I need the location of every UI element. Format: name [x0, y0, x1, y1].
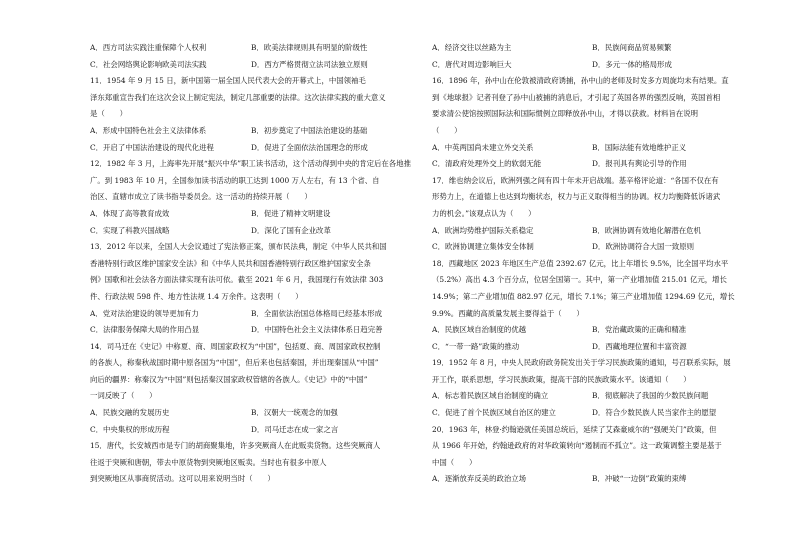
answer-option: C．社会网络舆论影响欧美司法实践 — [90, 59, 207, 69]
question-text-line: 力的机会。”该观点认为（ ） — [432, 208, 536, 218]
answer-option: A．西方司法实践注重保障个人权利 — [90, 43, 207, 52]
answer-option: D．促进了全面依法治国理念的形成 — [251, 142, 368, 152]
answer-option: B．国际法能有效地维护正义 — [592, 142, 687, 152]
question-text-line: 的各族人，称秦秋战国时期中原各国为“中国”，但后来也包括秦国，并出现秦国从“中国” — [90, 358, 379, 368]
answer-option: D．符合少数民族人民当家作主的愿望 — [592, 408, 717, 418]
answer-option-row — [432, 388, 752, 405]
question-text-line: 14．司马迁在《史记》中称夏、商、周国家政权为“中国”，包括夏、商、周国家政权控制 — [90, 341, 381, 351]
question-text-line: 一词反映了（ ） — [90, 391, 157, 401]
question-text-line: 9.9%。西藏的高质量发展主要得益于（ ） — [432, 308, 584, 318]
answer-option-row — [432, 156, 752, 173]
answer-option: C．促进了首个民族区域自治区的建立 — [432, 408, 556, 418]
answer-option: A．欧洲均势维护国际关系稳定 — [432, 225, 534, 235]
answer-option: D．中国特色社会主义法律体系日趋完善 — [251, 325, 383, 335]
answer-option: C．开启了中国法治建设的现代化进程 — [90, 142, 214, 152]
answer-option: B．欧美法律规则具有明显的阶级性 — [251, 43, 368, 52]
answer-option-row — [90, 422, 412, 439]
answer-option-row — [90, 306, 412, 323]
answer-option: D．西藏地理位置和丰富资源 — [592, 341, 687, 351]
answer-option-row — [432, 239, 752, 256]
answer-option-row — [432, 57, 752, 74]
question-text-line: 中国（ ） — [432, 457, 477, 467]
answer-option: B．冲破“一边倒”政策的束缚 — [592, 474, 687, 484]
answer-option: A．中英两国尚未建立外交关系 — [432, 142, 534, 152]
question-text-line: 泽东郑重宣告我们在这次会议上制定宪法，制定几部重要的法律。这次法律实践的重大意义 — [90, 92, 386, 102]
answer-option-row — [432, 471, 752, 488]
question-text-line: 11．1954 年 9 月 15 日，新中国第一届全国人民代表大会的开幕式上，中国领袖毛 — [90, 76, 366, 86]
question-text-line: 形势力上，在道德上也达到均衡状态，权力与正义取得相当的协调。权力均衡降低诉诸武 — [432, 192, 721, 202]
answer-option-row — [90, 123, 412, 140]
answer-option: B．欧洲协调有效地化解潜在危机 — [592, 225, 701, 235]
answer-option-row — [90, 223, 412, 240]
answer-option: A．体现了高等教育成效 — [90, 208, 170, 218]
question-text-line: 件、行政法规 598 件、地方性法规 1.4 万余件。这表明（ ） — [90, 291, 303, 301]
question-text-line: 15．唐代，长安城西市是专门的胡商聚集地，许多突厥商人在此贩卖货物。这些突厥商人 — [90, 441, 381, 451]
answer-option: B．全面依法治国总体格局已经基本形成 — [251, 308, 383, 318]
question-text-line: 从 1966 年开始，约翰逊政府的对华政策转向“遏制而不孤立”。这一政策调整主要是基于 — [432, 441, 722, 451]
answer-option: A．民族交融的发展历史 — [90, 408, 170, 418]
answer-option-row — [90, 40, 412, 57]
answer-option: A．形成中国特色社会主义法律体系 — [90, 125, 207, 135]
answer-option-row — [432, 339, 752, 356]
answer-option: B．彻底解决了我国的少数民族问题 — [592, 391, 709, 401]
answer-option: B．汉朝大一统观念的加强 — [251, 408, 338, 418]
answer-option: C．唐代对周边影响巨大 — [432, 59, 512, 69]
answer-option: B．促进了精神文明建设 — [251, 208, 331, 218]
answer-option-row — [90, 405, 412, 422]
answer-option-row — [432, 405, 752, 422]
answer-option: A．民族区域自治制度的优越 — [432, 325, 527, 335]
answer-option: D．西方严格贯彻立法司法独立原则 — [251, 59, 368, 69]
answer-option-row — [90, 206, 412, 223]
question-text-line: 广。到 1983 年 10 月，全国参加读书活动的职工达到 1000 万人左右，有 13 个省、自 — [90, 175, 380, 185]
question-text-line: 是（ ） — [90, 109, 127, 119]
answer-option: A．经济交往以丝路为主 — [432, 43, 512, 52]
answer-option: B．初步奠定了中国法治建设的基础 — [251, 125, 368, 135]
answer-option-row — [432, 322, 752, 339]
question-text-line: 14.9%；第二产业增加值 882.97 亿元，增长 7.1%；第三产业增加值 1294.69 亿元，增长 — [432, 291, 735, 301]
answer-option: C．法律服务保障大局的作用凸显 — [90, 325, 200, 335]
answer-option: D．欧洲协调符合大国一致原则 — [592, 242, 695, 252]
answer-option-row — [90, 322, 412, 339]
question-text-line: 20．1963 年，林登·约翰逊就任美国总统后，延续了艾森豪威尔的“强硬关门”政策，但 — [432, 424, 717, 434]
answer-option-row — [90, 140, 412, 157]
answer-option: D．深化了国有企业改革 — [251, 225, 331, 235]
answer-option: C．欧洲协调建立集体安全体制 — [432, 242, 534, 252]
question-text-line: 17．维也纳会议后，欧洲列强之间有四十年未开启战端。基辛格评论道：“各国不仅在有 — [432, 175, 719, 185]
question-text-line: 向后的疆界：称秦汉为“中国”则包括秦汉国家政权管辖的各族人。《史记》中的“中国” — [90, 374, 368, 384]
answer-option-row — [432, 223, 752, 240]
right-column — [432, 40, 752, 488]
answer-option: D．司马迁志在成一家之言 — [251, 424, 339, 434]
answer-option: C．“一带一路”政策的推动 — [432, 341, 520, 351]
answer-option: B．民族间商品贸易频繁 — [592, 43, 672, 52]
question-text-line: 到突厥地区从事商贸活动。这可以用来说明当时（ ） — [90, 474, 275, 484]
question-text-line: 12．1982 年 3 月，上海率先开展“振兴中华”职工读书活动，这个活动得到中央的肯定后在各地推 — [90, 159, 411, 169]
question-text-line: 往返于突厥和唐朝，带去中原货物到突厥地区贩卖。当时也有很多中原人 — [90, 457, 327, 467]
question-text-line: 到《地球报》记者刊登了孙中山被捕的消息后，才引起了英国各界的强烈反响，英国首相 — [432, 92, 721, 102]
question-text-line: 例》国歌和社会法各方面法律实现有法可依。截至 2021 年 6 月，我国现行有效法律 303 — [90, 275, 384, 285]
question-text-line: 开工作，联系思想，学习民族政策，提高干部的民族政策水平。该通知（ ） — [432, 374, 691, 384]
answer-option-row — [90, 57, 412, 74]
answer-option: C．中央集权的形成历程 — [90, 424, 170, 434]
answer-option: C．清政府处理外交上的软弱无能 — [432, 159, 542, 169]
question-text-line: 16．1896 年，孙中山在伦敦被清政府诱捕，孙中山的老师及时发多方周旋均未有结果。直 — [432, 76, 729, 86]
question-text-line: 治区、直辖市成立了读书指导委员会。这一活动的持续开展（ ） — [90, 192, 312, 202]
answer-option-row — [432, 140, 752, 157]
answer-option: C．实现了科教兴国战略 — [90, 225, 170, 235]
left-column — [90, 40, 412, 488]
question-text-line: 19．1952 年 8 月，中央人民政府政务院发出关于学习民族政策的通知，号召联系实际，展 — [432, 358, 731, 368]
question-text-line: （5.2%）高出 4.3 个百分点，位居全国第一。其中，第一产业增加值 215.01 亿元，增长 — [432, 275, 727, 285]
answer-option: A．逐渐放弃反美的政治立场 — [432, 474, 527, 484]
question-text-line: 13．2012 年以来，全国人大会议通过了宪法修正案，颁布民法典，制定《中华人民共和国 — [90, 242, 387, 252]
question-text-line: 要求清公使馆按照国际法和国际惯例立即释放孙中山，才得以获救。材料旨在说明 — [432, 109, 699, 119]
answer-option: D．多元一体的格局形成 — [592, 59, 672, 69]
answer-option: A．标志着民族区域自治制度的确立 — [432, 391, 549, 401]
question-text-line: 18．西藏地区 2023 年地区生产总值 2392.67 亿元，比上年增长 9.5%，比全国平均水平 — [432, 258, 729, 268]
answer-option: B．党治藏政策的正确和精准 — [592, 325, 687, 335]
answer-option: A．党对法治建设的领导更加有力 — [90, 308, 199, 318]
answer-option-row — [432, 40, 752, 57]
question-text-line: 香港特别行政区维护国家安全法》和《中华人民共和国香港特别行政区维护国家安全条 — [90, 258, 371, 268]
question-text-line: （ ） — [432, 125, 462, 135]
answer-option: D．报刊具有舆论引导的作用 — [592, 159, 687, 169]
